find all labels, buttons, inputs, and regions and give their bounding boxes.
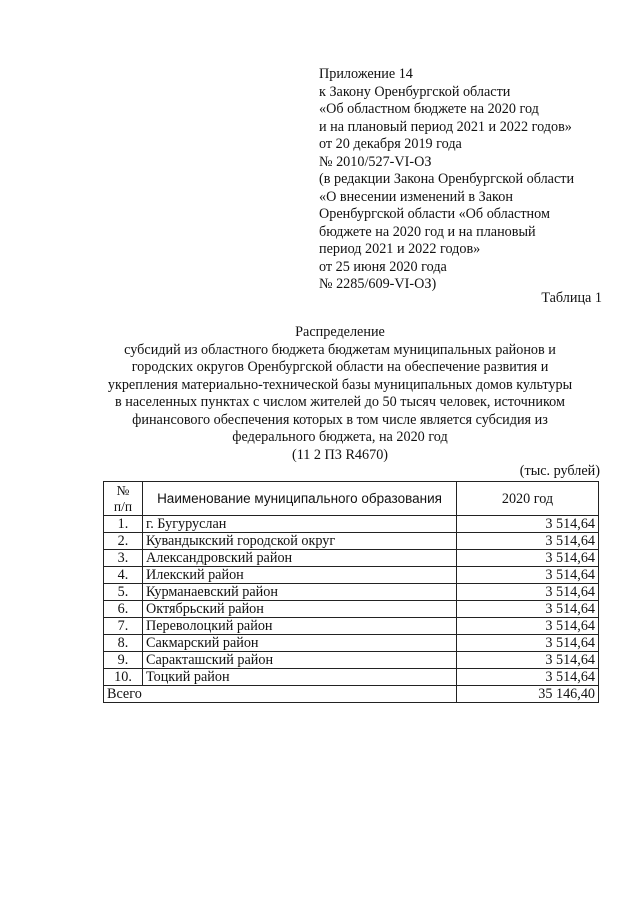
header-line: № 2285/609-VI-ОЗ) [319,276,437,292]
row-value: 3 514,64 [457,584,599,601]
row-value: 3 514,64 [457,618,599,635]
row-num: 4. [104,567,143,584]
row-name: Кувандыкский городской округ [143,533,457,550]
row-name: Курманаевский район [143,584,457,601]
header-line: от 25 июня 2020 года [319,258,447,275]
units-label: (тыс. рублей) [519,463,600,479]
table-row [104,567,599,584]
header-year: 2020 год [457,482,599,516]
total-value: 35 146,40 [457,686,599,703]
header-line: и на плановый период 2021 и 2022 годов» [319,118,572,135]
header-line: (в редакции Закона Оренбургской области [319,171,575,187]
title-line: финансового обеспечения которых в том числе является субсидия из [132,411,548,428]
table-total-row [104,686,599,703]
header-num-line1: № [116,482,130,498]
row-name: Переволоцкий район [143,618,457,635]
row-num: 8. [104,635,143,652]
table-row [104,635,599,652]
title-line: Распределение [295,324,385,340]
header-line: к Закону Оренбургской области [319,83,511,100]
header-num [104,482,143,516]
header-line: «Об областном бюджете на 2020 год [319,101,539,117]
header-line: Приложение 14 [319,66,413,82]
row-num: 1. [104,516,143,533]
row-name: Октябрьский район [143,601,457,618]
table-row [104,533,599,550]
row-name: г. Бугуруслан [143,516,457,533]
row-num: 9. [104,652,143,669]
table-row [104,516,599,533]
header-line: № 2010/527-VI-ОЗ [319,153,432,170]
table-row [104,652,599,669]
row-num: 7. [104,618,143,635]
row-value: 3 514,64 [457,533,599,550]
table-row [104,669,599,686]
appendix-header [319,66,619,294]
row-value: 3 514,64 [457,567,599,584]
subsidy-table [103,481,599,703]
table-row [104,618,599,635]
header-line: «О внесении изменений в Закон [319,188,513,205]
document-title [70,324,610,464]
row-value: 3 514,64 [457,550,599,567]
row-value: 3 514,64 [457,635,599,652]
title-line: субсидий из областного бюджета бюджетам муниципальных районов и [124,341,556,358]
row-num: 3. [104,550,143,567]
header-line: период 2021 и 2022 годов» [319,241,481,257]
row-num: 5. [104,584,143,601]
row-value: 3 514,64 [457,516,599,533]
row-name: Илекский район [143,567,457,584]
header-num-line2: п/п [113,498,133,514]
row-value: 3 514,64 [457,669,599,686]
row-num: 6. [104,601,143,618]
header-name: Наименование муниципального образования [143,482,457,516]
table-label: Таблица 1 [541,290,602,306]
row-value: 3 514,64 [457,601,599,618]
row-value: 3 514,64 [457,652,599,669]
title-line: федерального бюджета, на 2020 год [232,429,448,445]
title-line: городских округов Оренбургской области на обеспечение развития и [131,359,549,375]
title-line: (11 2 П3 R4670) [291,446,389,463]
row-name: Тоцкий район [143,669,457,686]
title-line: в населенных пунктах с числом жителей до 50 тысяч человек, источником [115,394,565,410]
row-name: Александровский район [143,550,457,567]
total-label: Всего [104,686,457,703]
row-num: 2. [104,533,143,550]
table-row [104,550,599,567]
header-line: Оренбургской области «Об областном [319,206,550,222]
table-row [104,584,599,601]
table-header-row [104,482,599,516]
row-name: Сакмарский район [143,635,457,652]
row-num: 10. [104,669,143,686]
header-line: бюджете на 2020 год и на плановый [319,223,536,240]
row-name: Саракташский район [143,652,457,669]
title-line: укрепления материально-технической базы муниципальных домов культуры [107,376,573,393]
table-row [104,601,599,618]
header-line: от 20 декабря 2019 года [319,136,462,152]
